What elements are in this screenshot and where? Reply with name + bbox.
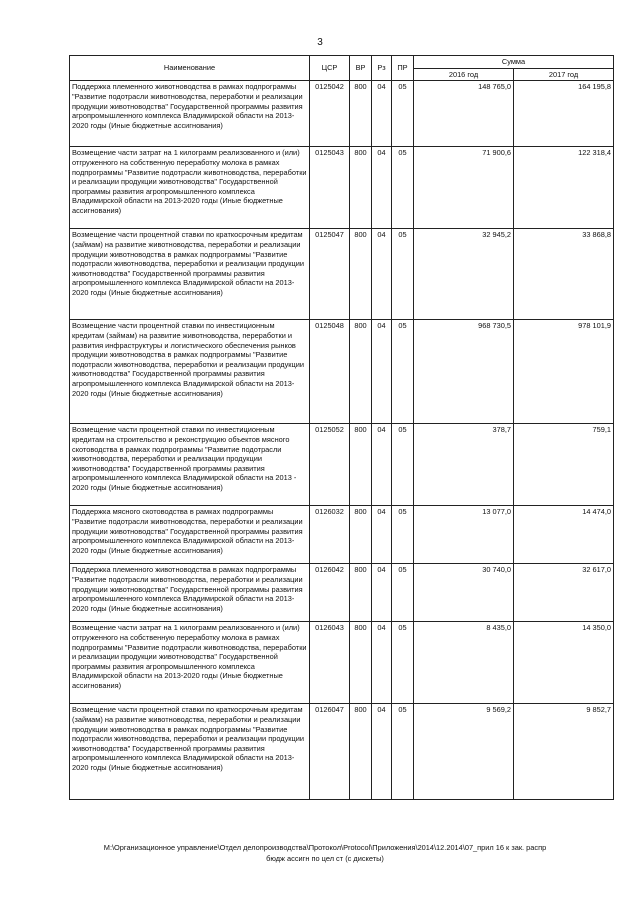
row-vr: 800	[350, 506, 372, 564]
table-row	[70, 147, 614, 229]
row-rz: 04	[372, 704, 392, 800]
row-amount-2017: 32 617,0	[514, 564, 614, 622]
row-amount-2017: 14 474,0	[514, 506, 614, 564]
row-vr: 800	[350, 147, 372, 229]
row-pr: 05	[392, 704, 414, 800]
row-rz: 04	[372, 229, 392, 320]
row-amount-2017: 9 852,7	[514, 704, 614, 800]
row-csr: 0125048	[310, 320, 350, 424]
footer-path-line: M:\Организационное управление\Отдел делопроизводства\Протокол\Protocol\Приложения\2014\12.2014\07_прил 16 к зак. распр	[103, 843, 547, 852]
row-rz: 04	[372, 622, 392, 704]
row-csr: 0125047	[310, 229, 350, 320]
row-amount-2017: 33 868,8	[514, 229, 614, 320]
row-amount-2016: 9 569,2	[414, 704, 514, 800]
table-row	[70, 424, 614, 506]
row-csr: 0125043	[310, 147, 350, 229]
header-amount: Сумма	[414, 56, 614, 69]
header-csr: ЦСР	[310, 56, 350, 81]
row-csr: 0125042	[310, 81, 350, 147]
row-name: Поддержка племенного животноводства в рамках подпрограммы "Развитие подотрасли животноводства, переработки и реализации продукции животноводства" Государственной программы развития агропромышленного комплекса Владимирской области на 2013-2020 годы (Иные бюджетные ассигнования)	[70, 564, 310, 622]
row-name: Возмещение части процентной ставки по инвестиционным кредитам на строительство и реконструкцию объектов мясного скотоводства в рамках подпрограммы "Развитие подотрасли животноводства, переработки и реализации продукции животноводства" Государственной программы развития агропромышленного комплекса Владимирской области на 2013 - 2020 годы (Иные бюджетные ассигнования)	[70, 424, 310, 506]
footer-path-line-2: бюдж ассигн по цел ст (с дискеты)	[266, 853, 384, 863]
header-year-2016: 2016 год	[414, 68, 514, 81]
row-name: Возмещение части затрат на 1 килограмм реализованного и (или) отгруженного на собственную переработку молока в рамках подпрограммы "Развитие подотрасли животноводства, переработки и реализации продукции животноводства" Государственной программы развития агропромышленного комплекса Владимирской области на 2013-2020 годы (Иные бюджетные ассигнования)	[70, 147, 310, 229]
header-pr: ПР	[392, 56, 414, 81]
row-name: Поддержка племенного животноводства в рамках подпрограммы "Развитие подотрасли животноводства, переработки и реализации продукции животноводства" Государственной программы развития агропромышленного комплекса Владимирской области на 2013-2020 годы (Иные бюджетные ассигнования)	[70, 81, 310, 147]
row-pr: 05	[392, 229, 414, 320]
row-amount-2016: 30 740,0	[414, 564, 514, 622]
row-rz: 04	[372, 506, 392, 564]
table-header	[70, 56, 614, 81]
row-rz: 04	[372, 147, 392, 229]
row-pr: 05	[392, 506, 414, 564]
row-rz: 04	[372, 564, 392, 622]
row-amount-2017: 122 318,4	[514, 147, 614, 229]
row-name: Возмещение части процентной ставки по инвестиционным кредитам (займам) на развитие животноводства, переработки и развития инфраструктуры и логистического обеспечения рынков продукции животноводства в рамках подпрограммы "Развитие подотрасли животноводства, переработки и реализации продукции животноводства" Государственной программы развития агропромышленного комплекса Владимирской области на 2013-2020 годы (Иные бюджетные ассигнования)	[70, 320, 310, 424]
row-pr: 05	[392, 81, 414, 147]
table-row	[70, 506, 614, 564]
row-pr: 05	[392, 424, 414, 506]
row-amount-2017: 978 101,9	[514, 320, 614, 424]
header-name: Наименование	[70, 56, 310, 81]
row-pr: 05	[392, 564, 414, 622]
row-amount-2017: 759,1	[514, 424, 614, 506]
row-rz: 04	[372, 424, 392, 506]
row-name: Поддержка мясного скотоводства в рамках подпрограммы "Развитие подотрасли животноводства, переработки и реализации продукции животноводства" Государственной программы развития агропромышленного комплекса Владимирской области на 2013-2020 годы (Иные бюджетные ассигнования)	[70, 506, 310, 564]
table-row	[70, 622, 614, 704]
table-row	[70, 564, 614, 622]
row-amount-2016: 13 077,0	[414, 506, 514, 564]
header-rz: Рз	[372, 56, 392, 81]
row-vr: 800	[350, 424, 372, 506]
row-pr: 05	[392, 320, 414, 424]
row-amount-2017: 164 195,8	[514, 81, 614, 147]
row-amount-2016: 8 435,0	[414, 622, 514, 704]
table-row	[70, 704, 614, 800]
table-row	[70, 229, 614, 320]
row-csr: 0125052	[310, 424, 350, 506]
row-name: Возмещение части процентной ставки по краткосрочным кредитам (займам) на развитие животноводства, переработки и реализации продукции животноводства в рамках подпрограммы "Развитие подотрасли животноводства, переработки и реализации продукции животноводства" Государственной программы развития агропромышленного комплекса Владимирской области на 2013-2020 годы (Иные бюджетные ассигнования)	[70, 704, 310, 800]
header-vr: ВР	[350, 56, 372, 81]
row-vr: 800	[350, 229, 372, 320]
table-body	[70, 81, 614, 800]
row-csr: 0126032	[310, 506, 350, 564]
row-vr: 800	[350, 704, 372, 800]
row-csr: 0126047	[310, 704, 350, 800]
row-amount-2016: 71 900,6	[414, 147, 514, 229]
row-name: Возмещение части затрат на 1 килограмм реализованного и (или) отгруженного на собственную переработку молока в рамках подпрограммы "Развитие подотрасли животноводства, переработки и реализации продукции животноводства" Государственной программы развития агропромышленного комплекса Владимирской области на 2013-2020 годы (Иные бюджетные ассигнования)	[70, 622, 310, 704]
header-year-2017: 2017 год	[514, 68, 614, 81]
row-vr: 800	[350, 564, 372, 622]
row-pr: 05	[392, 622, 414, 704]
row-amount-2016: 148 765,0	[414, 81, 514, 147]
row-vr: 800	[350, 81, 372, 147]
table-row	[70, 320, 614, 424]
row-amount-2016: 968 730,5	[414, 320, 514, 424]
file-path-footer	[60, 843, 590, 864]
row-amount-2016: 32 945,2	[414, 229, 514, 320]
row-rz: 04	[372, 81, 392, 147]
page-number: 3	[317, 37, 323, 48]
row-name: Возмещение части процентной ставки по краткосрочным кредитам (займам) на развитие животноводства, переработки и реализации продукции животноводства в рамках подпрограммы "Развитие подотрасли животноводства, переработки и реализации продукции животноводства" Государственной программы развития агропромышленного комплекса Владимирской области на 2013-2020 годы (Иные бюджетные ассигнования)	[70, 229, 310, 320]
row-rz: 04	[372, 320, 392, 424]
budget-table	[69, 55, 614, 800]
table-row	[70, 81, 614, 147]
row-csr: 0126043	[310, 622, 350, 704]
row-amount-2016: 378,7	[414, 424, 514, 506]
row-vr: 800	[350, 622, 372, 704]
row-csr: 0126042	[310, 564, 350, 622]
row-vr: 800	[350, 320, 372, 424]
row-amount-2017: 14 350,0	[514, 622, 614, 704]
row-pr: 05	[392, 147, 414, 229]
